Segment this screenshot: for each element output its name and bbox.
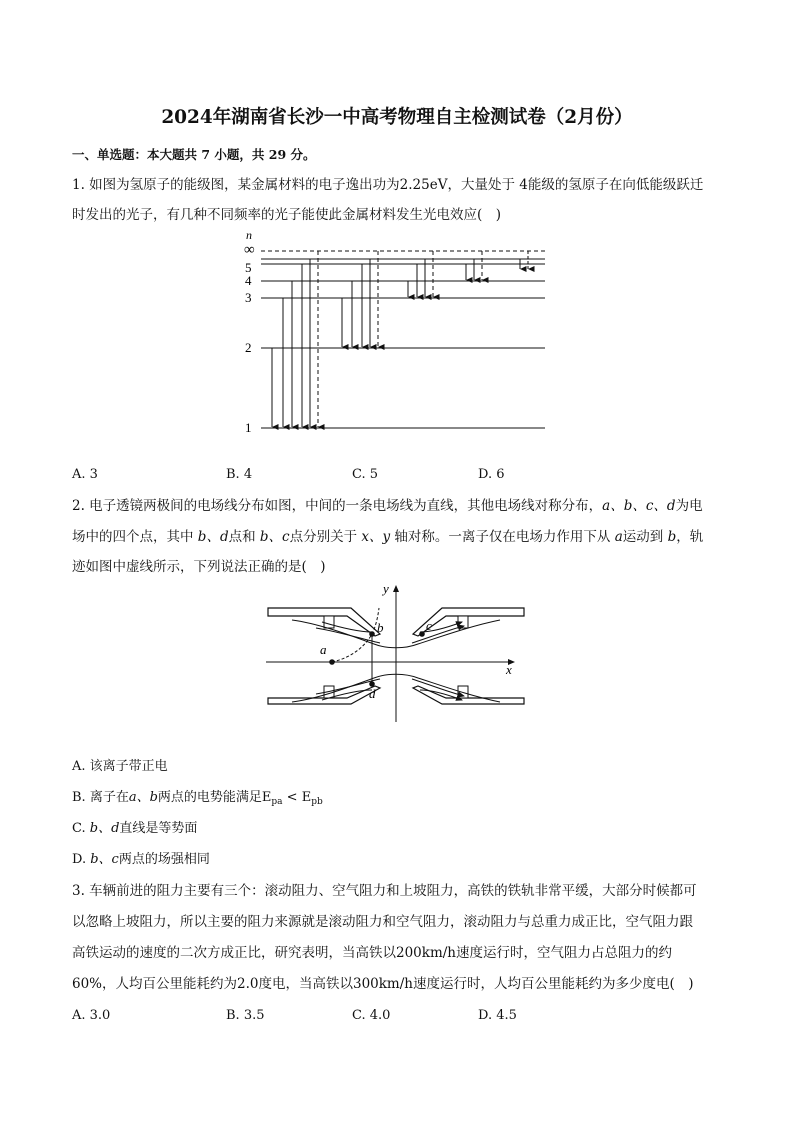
- section-heading: 一、单选题：本大题共 7 小题，共 29 分。: [72, 147, 316, 162]
- point-a: [329, 659, 335, 665]
- x-axis-label: x: [506, 662, 512, 677]
- q2-option-b[interactable]: B. 离子在a、b两点的电势能满足$E_{pa} < E_{pb}$: [72, 790, 323, 807]
- point-c: [419, 631, 425, 637]
- q2-option-d[interactable]: D. b、c两点的场强相同: [72, 852, 210, 867]
- transitions-to-2: [342, 251, 378, 347]
- q2-option-c[interactable]: C. b、d直线是等势面: [72, 821, 198, 836]
- q2-option-a[interactable]: A. 该离子带正电: [72, 759, 168, 774]
- q3-option-b[interactable]: B. 3.5: [226, 1008, 265, 1023]
- q1-option-d[interactable]: D. 6: [478, 467, 505, 482]
- q3-option-c[interactable]: C. 4.0: [352, 1008, 391, 1023]
- q1-option-b[interactable]: B. 4: [226, 467, 253, 482]
- q3-stem-line4: 60%，人均百公里能耗约为2.0度电，当高铁以300km/h速度运行时，人均百公里能耗约为多少度电( ): [72, 976, 694, 992]
- q3-stem-line2: 以忽略上坡阻力，所以主要的阻力来源就是滚动阻力和空气阻力，滚动阻力与总重力成正比，空气阻力跟: [72, 914, 693, 930]
- n-axis-label: n: [246, 228, 252, 242]
- tab-top-left: [324, 616, 334, 628]
- q1-stem-line1: 1. 如图为氢原子的能级图，某金属材料的电子逸出功为2.25eV，大量处于 4能级的氢原子在向低能级跃迁: [72, 177, 704, 193]
- q1-stem-line2: 时发出的光子，有几种不同频率的光子能使此金属材料发生光电效应( ): [72, 207, 502, 223]
- y-axis-label: y: [383, 581, 389, 596]
- point-b: [369, 631, 375, 637]
- page-title: 2024年湖南省长沙一中高考物理自主检测试卷（2月份）: [161, 107, 633, 128]
- level-label-2: 2: [245, 340, 252, 355]
- level-label-5: 5: [245, 260, 252, 275]
- q3-stem-line3: 高铁运动的速度的二次方成正比，研究表明，当高铁以200km/h速度运行时，空气阻力占总阻力的约: [72, 945, 672, 961]
- q2-stem-line1: 2. 电子透镜两极间的电场线分布如图，中间的一条电场线为直线，其他电场线对称分布，a、b、c、d为电: [72, 498, 703, 514]
- level-label-4: 4: [245, 273, 252, 288]
- transitions-to-1: [272, 251, 318, 427]
- level-label-3: 3: [245, 290, 252, 305]
- transitions-to-3: [408, 251, 433, 297]
- label-d: d: [369, 686, 376, 701]
- q1-option-a[interactable]: A. 3: [72, 467, 98, 482]
- q3-option-a[interactable]: A. 3.0: [72, 1008, 111, 1023]
- transitions-to-4: [466, 251, 482, 280]
- q2-stem-line3: 迹如图中虚线所示，下列说法正确的是( ): [72, 559, 326, 575]
- q3-stem-line1: 3. 车辆前进的阻力主要有三个：滚动阻力、空气阻力和上坡阻力，高铁的铁轨非常平缓，大部分时候都可: [72, 883, 697, 899]
- transitions-to-5: [520, 251, 528, 269]
- level-label-1: 1: [245, 420, 252, 435]
- q1-option-c[interactable]: C. 5: [352, 467, 379, 482]
- label-c: c: [426, 618, 432, 633]
- q2-stem-line2: 场中的四个点，其中 b、d点和 b、c点分别关于 x、y 轴对称。一离子仅在电场力作用下从 a运动到 b，轨: [72, 529, 704, 545]
- energy-level-diagram: [230, 226, 560, 436]
- label-a: a: [320, 642, 327, 657]
- level-label-infinity: ∞: [244, 242, 255, 258]
- electron-lens-diagram: [262, 582, 524, 724]
- q3-option-d[interactable]: D. 4.5: [478, 1008, 517, 1023]
- label-b: b: [377, 620, 384, 635]
